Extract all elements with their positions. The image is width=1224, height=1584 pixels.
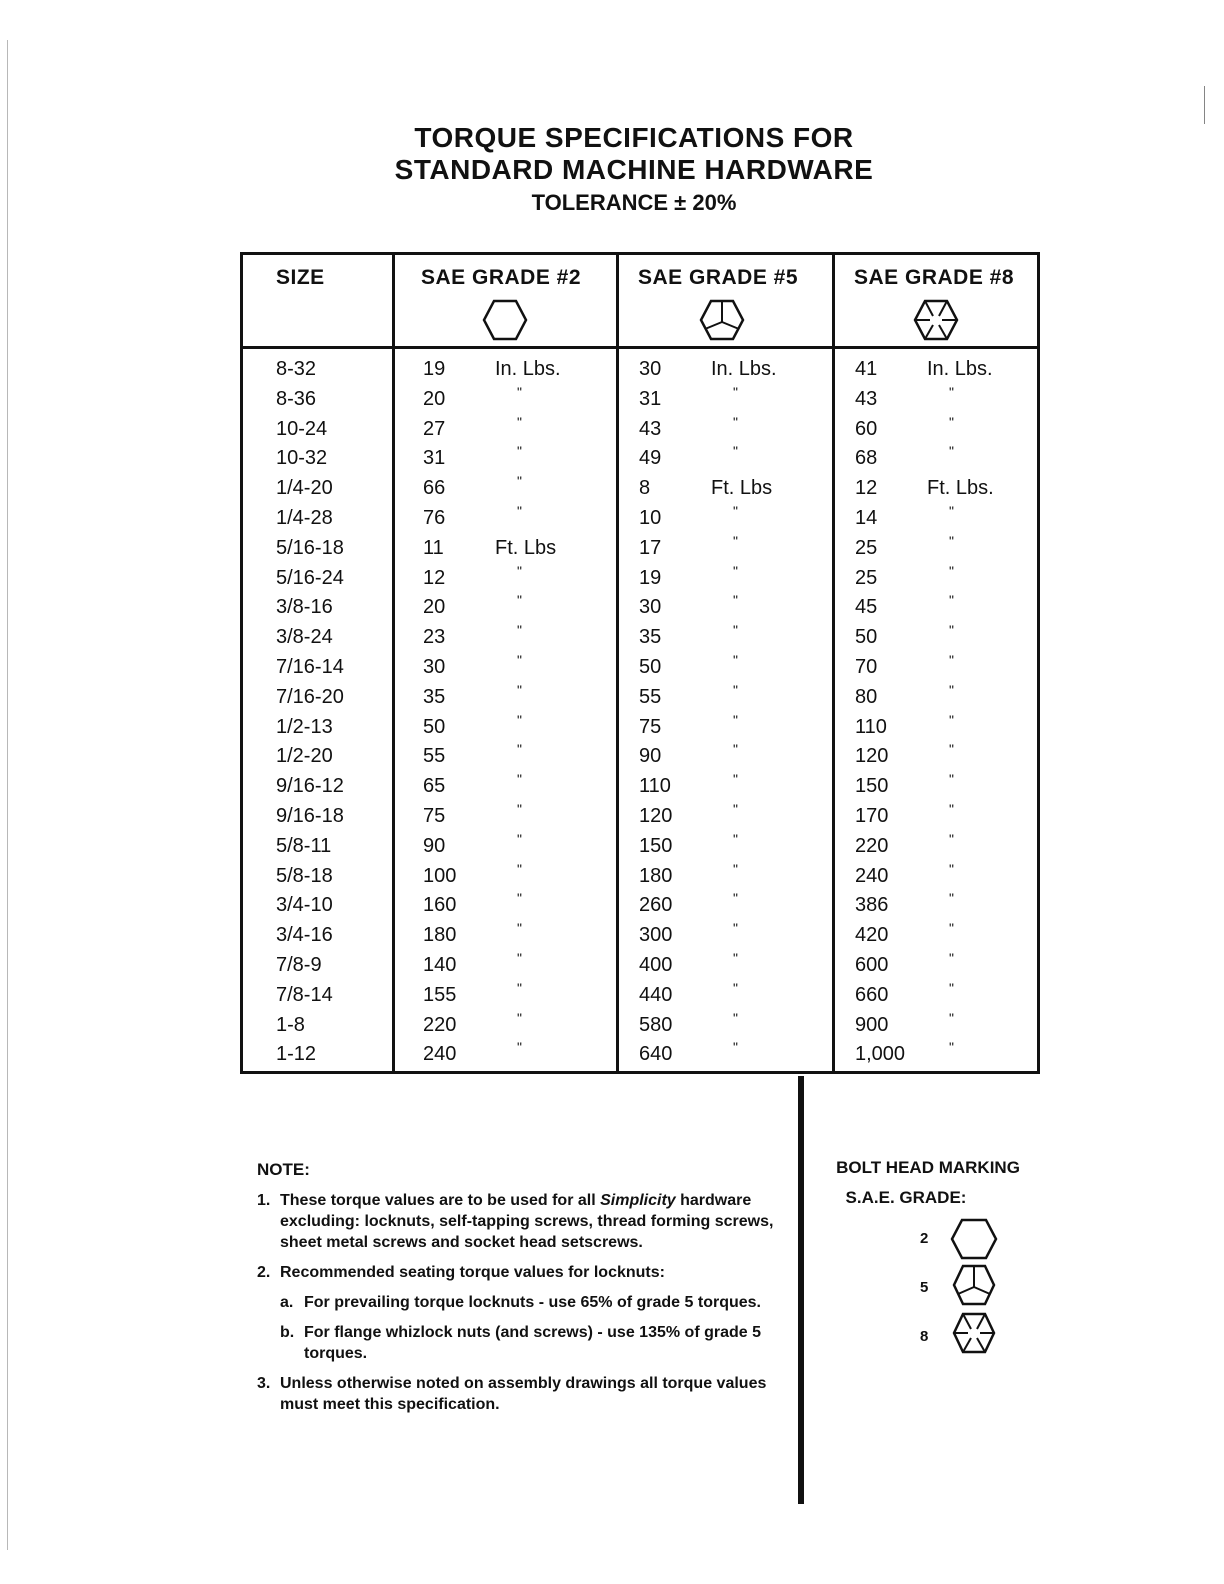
hexagon-grade-5-icon xyxy=(699,298,745,342)
cell-size: 5/8-18 xyxy=(276,864,333,887)
cell-grade-8-unit: " xyxy=(949,920,954,937)
cell-grade-2-unit: " xyxy=(517,830,522,847)
cell-grade-8-unit: " xyxy=(949,413,954,430)
cell-grade-2-value: 160 xyxy=(423,894,457,917)
cell-grade-5-value: 75 xyxy=(639,715,662,738)
cell-size: 3/4-10 xyxy=(276,894,333,917)
cell-grade-8-unit: " xyxy=(949,979,954,996)
brand-name: Simplicity xyxy=(600,1192,676,1209)
table-row xyxy=(0,622,1224,656)
table-row xyxy=(0,592,1224,626)
cell-grade-5-value: 17 xyxy=(639,536,662,559)
table-row xyxy=(0,473,1224,507)
cell-grade-5-value: 180 xyxy=(639,864,673,887)
legend-hexagon-grade-8-icon xyxy=(952,1312,996,1354)
cell-size: 5/8-11 xyxy=(276,834,332,857)
cell-grade-8-value: 420 xyxy=(855,924,889,947)
cell-grade-5-value: 90 xyxy=(639,745,662,768)
cell-grade-2-unit: " xyxy=(517,860,522,877)
cell-grade-8-value: 900 xyxy=(855,1013,889,1036)
cell-grade-8-unit: " xyxy=(949,562,954,579)
hexagon-grade-8-icon xyxy=(913,298,959,342)
tolerance-subtitle: TOLERANCE ± 20% xyxy=(531,190,737,215)
cell-grade-2-value: 12 xyxy=(423,566,446,589)
table-row xyxy=(0,358,1224,388)
cell-grade-2-unit: " xyxy=(517,950,522,966)
cell-grade-8-value: 150 xyxy=(855,775,889,798)
table-row xyxy=(0,532,1224,567)
bolt-head-marking-title: BOLT HEAD MARKING xyxy=(836,1158,1020,1177)
note-number: a. xyxy=(280,1294,294,1311)
cell-grade-8-value: 68 xyxy=(855,447,878,470)
cell-grade-8-unit: " xyxy=(949,741,954,758)
cell-grade-2-value: 66 xyxy=(423,477,446,500)
note-2 xyxy=(257,1262,787,1283)
cell-grade-5-value: 31 xyxy=(639,387,662,410)
cell-grade-2-value: 75 xyxy=(423,805,446,827)
cell-grade-2-value: 35 xyxy=(423,685,446,708)
cell-grade-8-value: 70 xyxy=(855,656,878,678)
cell-grade-2-unit: " xyxy=(517,413,522,430)
cell-grade-2-value: 23 xyxy=(423,626,446,649)
table-row xyxy=(0,979,1224,1014)
cell-grade-2-unit: " xyxy=(517,652,522,668)
cell-grade-8-unit: " xyxy=(949,681,954,698)
note-number: b. xyxy=(280,1324,295,1341)
legend-hexagon-grade-5-icon xyxy=(952,1264,996,1306)
cell-grade-2-unit: " xyxy=(517,622,522,639)
cell-grade-5-unit: " xyxy=(733,443,738,460)
note-number: 2. xyxy=(257,1264,271,1281)
cell-grade-5-unit: Ft. Lbs xyxy=(711,477,773,500)
legend-grade-number: 2 xyxy=(920,1230,929,1247)
cell-grade-8-value: 110 xyxy=(855,715,887,738)
cell-grade-8-value: 240 xyxy=(855,864,889,887)
header-size: SIZE xyxy=(276,266,325,289)
cell-grade-2-unit: " xyxy=(517,681,522,698)
table-row xyxy=(0,711,1224,746)
cell-grade-2-unit: " xyxy=(517,1009,522,1026)
cell-grade-8-value: 41 xyxy=(855,358,878,380)
note-2b xyxy=(257,1322,787,1364)
cell-grade-2-value: 20 xyxy=(423,387,446,410)
cell-grade-8-value: 600 xyxy=(855,954,889,976)
cell-grade-8-value: 80 xyxy=(855,685,878,708)
cell-grade-5-value: 49 xyxy=(639,447,662,470)
page-title-line-1: TORQUE SPECIFICATIONS FOR xyxy=(414,122,854,153)
notes-title: NOTE: xyxy=(257,1160,310,1179)
cell-grade-5-value: 120 xyxy=(639,805,673,827)
note-text: hardware excluding: locknuts, self-tapping screws, thread forming screws, sheet metal screws and socket head setscrews. xyxy=(280,1192,774,1251)
cell-size: 1-8 xyxy=(276,1013,305,1036)
cell-grade-5-value: 50 xyxy=(639,656,662,678)
cell-grade-2-unit: " xyxy=(517,1039,522,1056)
table-row xyxy=(0,652,1224,686)
table-row xyxy=(0,383,1224,418)
table-row xyxy=(0,950,1224,984)
note-number: 1. xyxy=(257,1192,271,1209)
cell-grade-8-value: 50 xyxy=(855,626,878,649)
cell-size: 8-36 xyxy=(276,387,317,410)
cell-grade-8-unit: In. Lbs. xyxy=(927,358,993,380)
cell-grade-2-value: 30 xyxy=(423,656,446,678)
cell-grade-5-unit: " xyxy=(733,1039,738,1056)
note-text: Recommended seating torque values for locknuts: xyxy=(280,1264,665,1281)
cell-grade-8-unit: " xyxy=(949,830,954,847)
cell-grade-2-value: 31 xyxy=(423,447,446,470)
note-text: These torque values are to be used for all xyxy=(280,1192,601,1209)
table-row xyxy=(0,920,1224,954)
cell-grade-2-unit: " xyxy=(517,383,522,400)
cell-grade-5-unit: " xyxy=(733,950,738,966)
cell-grade-2-unit: " xyxy=(517,711,522,728)
cell-grade-5-unit: " xyxy=(733,771,738,788)
cell-grade-5-unit: " xyxy=(733,890,738,907)
table-row xyxy=(0,443,1224,477)
cell-grade-5-value: 300 xyxy=(639,924,673,947)
note-text: For prevailing torque locknuts - use 65% of grade 5 torques. xyxy=(304,1294,761,1311)
cell-grade-2-unit: " xyxy=(517,979,522,996)
table-header-divider xyxy=(240,346,1040,349)
cell-grade-5-unit: " xyxy=(733,413,738,430)
cell-size: 8-32 xyxy=(276,358,317,380)
cell-grade-8-value: 43 xyxy=(855,387,878,410)
table-row xyxy=(0,741,1224,775)
table-row xyxy=(0,801,1224,835)
cell-grade-8-unit: " xyxy=(949,622,954,639)
cell-size: 3/4-16 xyxy=(276,924,333,947)
cell-grade-5-unit: In. Lbs. xyxy=(711,358,777,380)
cell-grade-5-unit: " xyxy=(733,681,738,698)
legend-grade-number: 5 xyxy=(920,1279,929,1296)
table-row xyxy=(0,1009,1224,1044)
note-number: 3. xyxy=(257,1375,271,1392)
table-row xyxy=(0,1039,1224,1073)
cell-grade-8-unit: " xyxy=(949,771,954,788)
cell-grade-2-value: 155 xyxy=(423,983,457,1006)
cell-grade-8-unit: " xyxy=(949,890,954,907)
cell-grade-8-value: 386 xyxy=(855,894,889,917)
cell-grade-8-unit: Ft. Lbs. xyxy=(927,477,994,500)
cell-grade-2-unit: " xyxy=(517,920,522,937)
cell-grade-5-value: 30 xyxy=(639,596,662,619)
cell-grade-5-value: 35 xyxy=(639,626,662,649)
cell-grade-2-unit: In. Lbs. xyxy=(495,358,561,380)
header-sae-grade-2: SAE GRADE #2 xyxy=(421,266,582,289)
cell-size: 5/16-24 xyxy=(276,566,344,589)
table-row xyxy=(0,562,1224,597)
table-row xyxy=(0,503,1224,537)
cell-grade-8-unit: " xyxy=(949,860,954,877)
cell-grade-2-unit: " xyxy=(517,473,522,490)
cell-grade-8-unit: " xyxy=(949,711,954,728)
cell-grade-5-unit: " xyxy=(733,562,738,579)
cell-size: 7/16-20 xyxy=(276,685,344,708)
cell-grade-8-unit: " xyxy=(949,1039,954,1056)
cell-grade-5-unit: " xyxy=(733,503,738,519)
legend-grade-number: 8 xyxy=(920,1328,929,1345)
cell-grade-8-unit: " xyxy=(949,592,954,609)
cell-grade-2-value: 50 xyxy=(423,715,446,738)
cell-grade-8-value: 220 xyxy=(855,834,889,857)
cell-grade-2-unit: " xyxy=(517,771,522,788)
scan-edge-line xyxy=(7,40,8,1550)
cell-grade-5-value: 440 xyxy=(639,983,673,1006)
cell-grade-5-unit: " xyxy=(733,830,738,847)
scan-edge-mark xyxy=(1204,86,1205,124)
cell-grade-5-unit: " xyxy=(733,622,738,639)
cell-grade-2-value: 240 xyxy=(423,1043,457,1066)
cell-grade-2-unit: " xyxy=(517,562,522,579)
cell-grade-2-value: 11 xyxy=(423,536,444,559)
notes-section xyxy=(257,1160,787,1424)
cell-size: 10-24 xyxy=(276,417,328,440)
cell-grade-5-unit: " xyxy=(733,711,738,728)
note-2a xyxy=(257,1292,787,1313)
cell-grade-5-unit: " xyxy=(733,592,738,609)
cell-grade-5-unit: " xyxy=(733,920,738,937)
cell-grade-8-unit: " xyxy=(949,950,954,966)
cell-grade-2-unit: " xyxy=(517,741,522,758)
cell-grade-8-value: 45 xyxy=(855,596,878,619)
cell-size: 1/4-28 xyxy=(276,507,333,529)
cell-grade-5-value: 30 xyxy=(639,358,662,380)
cell-grade-5-unit: " xyxy=(733,652,738,668)
cell-grade-5-unit: " xyxy=(733,741,738,758)
cell-grade-2-value: 55 xyxy=(423,745,446,768)
cell-grade-8-unit: " xyxy=(949,383,954,400)
cell-grade-2-value: 90 xyxy=(423,834,446,857)
cell-grade-2-unit: " xyxy=(517,890,522,907)
cell-grade-5-value: 43 xyxy=(639,417,662,440)
cell-size: 9/16-18 xyxy=(276,805,344,827)
cell-grade-8-value: 12 xyxy=(855,477,878,500)
cell-grade-8-unit: " xyxy=(949,532,954,549)
cell-size: 3/8-16 xyxy=(276,596,333,619)
cell-grade-2-value: 100 xyxy=(423,864,457,887)
table-row xyxy=(0,890,1224,924)
cell-size: 1/2-20 xyxy=(276,745,333,768)
cell-size: 5/16-18 xyxy=(276,536,344,559)
sae-grade-subtitle: S.A.E. GRADE: xyxy=(845,1188,967,1207)
cell-grade-8-value: 1,000 xyxy=(855,1043,906,1066)
cell-grade-5-value: 640 xyxy=(639,1043,673,1066)
cell-grade-2-unit: Ft. Lbs xyxy=(495,536,557,559)
cell-grade-5-unit: " xyxy=(733,532,738,549)
cell-grade-5-value: 580 xyxy=(639,1013,673,1036)
cell-grade-5-value: 10 xyxy=(639,507,662,529)
note-text: Unless otherwise noted on assembly drawings all torque values must meet this specification. xyxy=(280,1375,767,1413)
table-row xyxy=(0,681,1224,716)
cell-grade-8-value: 14 xyxy=(855,507,878,529)
cell-grade-8-value: 60 xyxy=(855,417,878,440)
table-row xyxy=(0,860,1224,895)
cell-grade-5-unit: " xyxy=(733,383,738,400)
cell-size: 9/16-12 xyxy=(276,775,344,798)
cell-grade-2-value: 220 xyxy=(423,1013,457,1036)
cell-size: 1-12 xyxy=(276,1043,317,1066)
cell-grade-8-unit: " xyxy=(949,503,954,519)
cell-grade-8-unit: " xyxy=(949,652,954,668)
table-row xyxy=(0,771,1224,805)
cell-size: 1/4-20 xyxy=(276,477,333,500)
header-sae-grade-5: SAE GRADE #5 xyxy=(638,266,799,289)
cell-grade-5-unit: " xyxy=(733,979,738,996)
cell-grade-2-unit: " xyxy=(517,801,522,817)
cell-grade-2-unit: " xyxy=(517,443,522,460)
cell-grade-8-value: 25 xyxy=(855,566,878,589)
note-text: For flange whizlock nuts (and screws) - use 135% of grade 5 torques. xyxy=(304,1324,761,1362)
cell-grade-5-value: 400 xyxy=(639,954,673,976)
cell-size: 1/2-13 xyxy=(276,715,333,738)
cell-grade-8-unit: " xyxy=(949,443,954,460)
cell-grade-8-unit: " xyxy=(949,1009,954,1026)
cell-size: 10-32 xyxy=(276,447,328,470)
cell-grade-5-value: 8 xyxy=(639,477,651,500)
cell-grade-5-value: 19 xyxy=(639,566,662,589)
cell-size: 7/16-14 xyxy=(276,656,344,678)
cell-grade-2-unit: " xyxy=(517,503,522,519)
cell-grade-5-value: 150 xyxy=(639,834,673,857)
cell-size: 7/8-9 xyxy=(276,954,322,976)
cell-size: 7/8-14 xyxy=(276,983,333,1006)
cell-grade-2-unit: " xyxy=(517,592,522,609)
cell-grade-8-unit: " xyxy=(949,801,954,817)
cell-grade-8-value: 120 xyxy=(855,745,889,768)
legend-hexagon-grade-2-icon xyxy=(950,1218,998,1260)
page-title-line-2: STANDARD MACHINE HARDWARE xyxy=(394,154,874,185)
cell-grade-5-unit: " xyxy=(733,1009,738,1026)
cell-grade-8-value: 170 xyxy=(855,805,889,827)
cell-grade-2-value: 19 xyxy=(423,358,446,380)
cell-grade-2-value: 20 xyxy=(423,596,446,619)
cell-grade-8-value: 25 xyxy=(855,536,878,559)
cell-grade-2-value: 65 xyxy=(423,775,446,798)
cell-grade-2-value: 140 xyxy=(423,954,457,976)
cell-grade-5-unit: " xyxy=(733,860,738,877)
cell-grade-2-value: 76 xyxy=(423,507,446,529)
cell-grade-5-unit: " xyxy=(733,801,738,817)
cell-grade-5-value: 110 xyxy=(639,775,671,798)
cell-grade-2-value: 180 xyxy=(423,924,457,947)
cell-grade-5-value: 55 xyxy=(639,685,662,708)
cell-grade-8-value: 660 xyxy=(855,983,889,1006)
cell-grade-5-value: 260 xyxy=(639,894,673,917)
table-row xyxy=(0,830,1224,865)
hexagon-grade-2-icon xyxy=(482,298,528,342)
note-1 xyxy=(257,1190,787,1253)
header-sae-grade-8: SAE GRADE #8 xyxy=(854,266,1015,289)
section-divider xyxy=(798,1076,804,1504)
note-3 xyxy=(257,1373,787,1415)
cell-grade-2-value: 27 xyxy=(423,417,446,440)
cell-size: 3/8-24 xyxy=(276,626,333,649)
table-row xyxy=(0,413,1224,448)
